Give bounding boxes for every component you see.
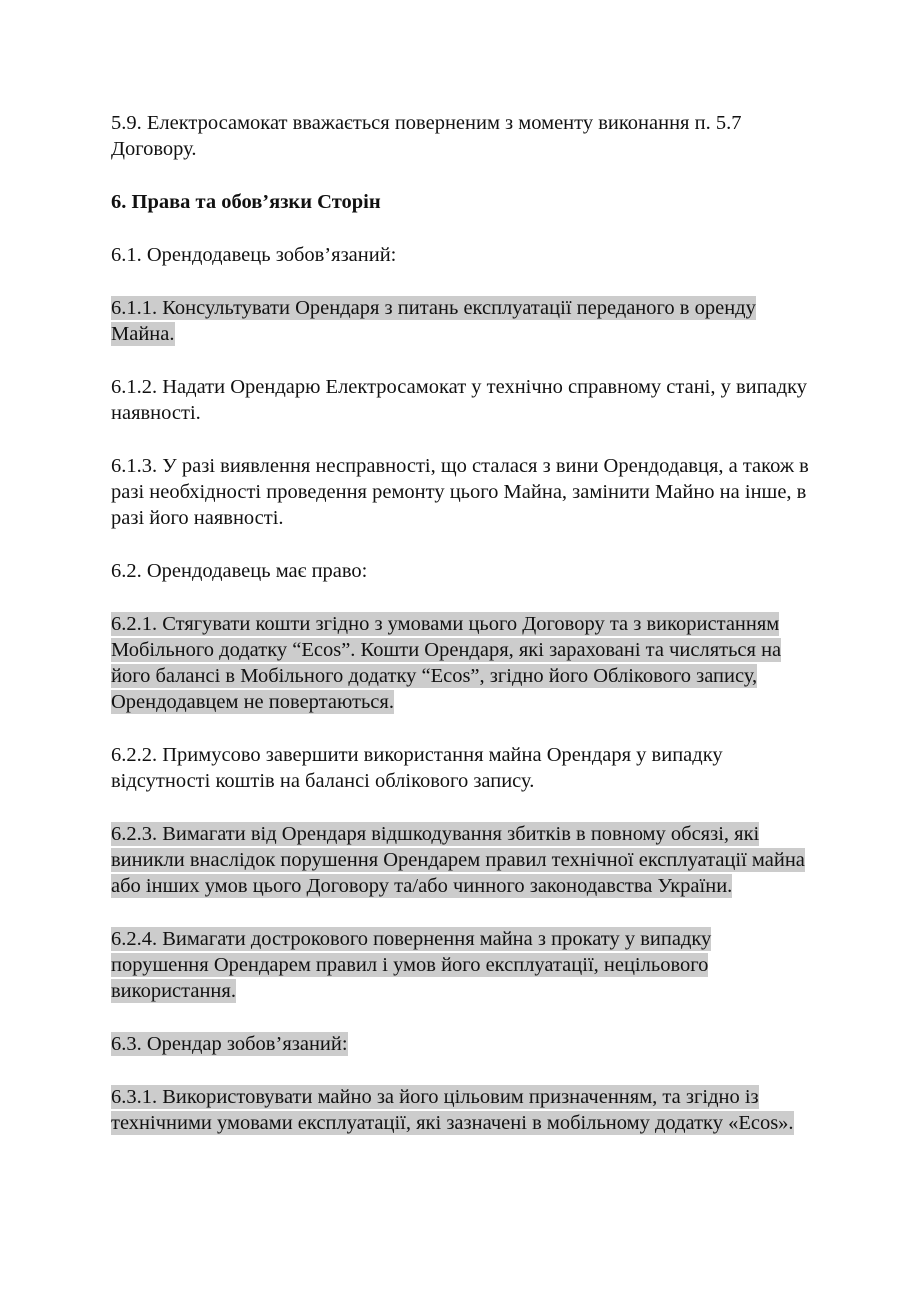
highlighted-text: 6.2.4. Вимагати дострокового повернення майна з прокату у випадку порушення Орендарем правил і умов його експлуатації, нецільового використання. — [111, 928, 712, 1002]
paragraph-6-2-4 — [111, 926, 811, 1004]
paragraph-6-3-1 — [111, 1084, 811, 1136]
paragraph-6-3 — [111, 1031, 811, 1057]
highlighted-text: 6.2.3. Вимагати від Орендаря відшкодування збитків в повному обсязі, які виникли внаслідок порушення Орендарем правил технічної експлуатації майна або інших умов цього Договору та/або чинного законодавства України. — [111, 823, 805, 897]
paragraph-text: 6.1. Орендодавець зобов’язаний: — [111, 244, 397, 266]
paragraph-text: 6.1.2. Надати Орендарю Електросамокат у технічно справному стані, у випадку наявності. — [111, 376, 808, 424]
section-heading-text: 6. Права та обов’язки Сторін — [111, 191, 381, 213]
paragraph-6-1-1 — [111, 295, 811, 347]
highlighted-text: 6.1.1. Консультувати Орендаря з питань експлуатації переданого в оренду Майна. — [111, 297, 756, 345]
paragraph-6-2-3 — [111, 821, 811, 899]
paragraph-text: 5.9. Електросамокат вважається поверненим з моменту виконання п. 5.7 Договору. — [111, 112, 742, 160]
document-page — [111, 110, 811, 1163]
paragraph-6-2-1 — [111, 611, 811, 715]
paragraph-6-2-2 — [111, 742, 811, 794]
paragraph-6-2 — [111, 558, 811, 584]
paragraph-text: 6.2. Орендодавець має право: — [111, 560, 368, 582]
highlighted-text: 6.2.1. Стягувати кошти згідно з умовами цього Договору та з використанням Мобільного додатку “Ecos”. Кошти Орендаря, які зараховані та числяться на його балансі в Мобільного додатку “Ecos”, згідно його Облікового запису, Орендодавцем не повертаються. — [111, 613, 782, 713]
paragraph-6-1-2 — [111, 374, 811, 426]
highlighted-text: 6.3. Орендар зобов’язаний: — [111, 1033, 348, 1055]
paragraph-6-1 — [111, 242, 811, 268]
paragraph-6-1-3 — [111, 453, 811, 531]
paragraph-text: 6.2.2. Примусово завершити використання майна Орендаря у випадку відсутності коштів на балансі облікового запису. — [111, 744, 723, 792]
paragraph-text: 6.1.3. У разі виявлення несправності, що сталася з вини Орендодавця, а також в разі необхідності проведення ремонту цього Майна, замінити Майно на інше, в разі його наявності. — [111, 455, 809, 529]
paragraph-5-9 — [111, 110, 811, 162]
highlighted-text: 6.3.1. Використовувати майно за його цільовим призначенням, та згідно із технічними умовами експлуатації, які зазначені в мобільному додатку «Ecos». — [111, 1086, 794, 1134]
section-heading-6 — [111, 189, 811, 215]
